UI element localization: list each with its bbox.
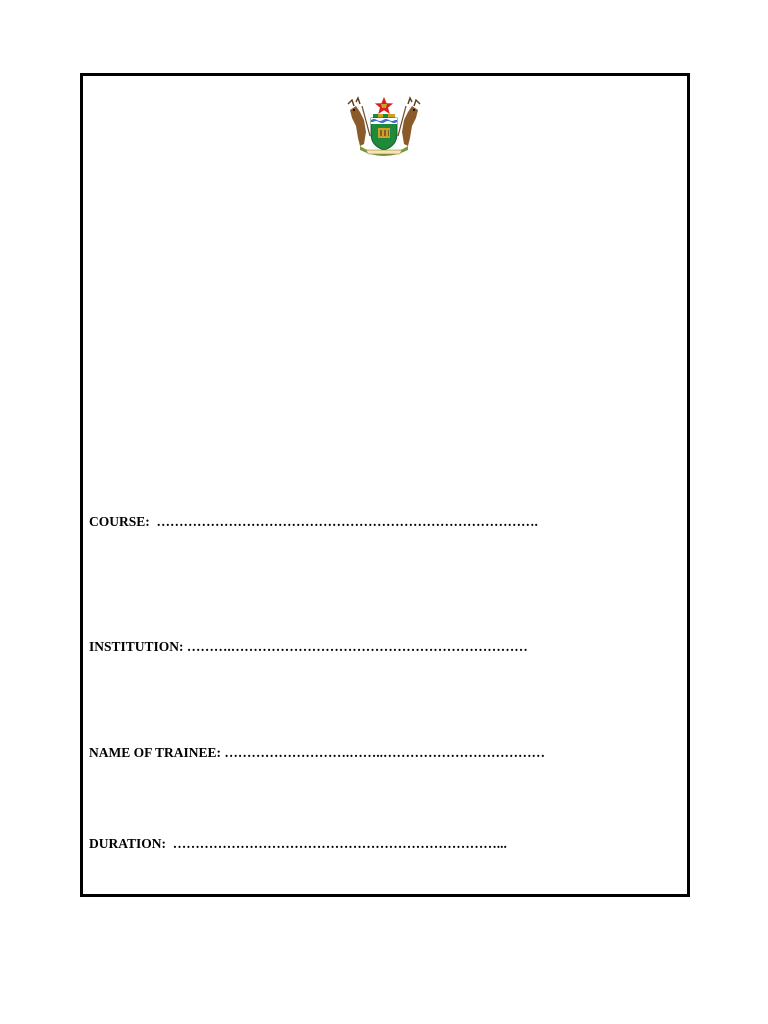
institution-dotted-line[interactable]: ……….………………………………………………………… xyxy=(183,639,528,654)
trainee-name-field xyxy=(89,745,545,761)
coat-of-arms-icon xyxy=(342,96,426,156)
trainee-name-dotted-line[interactable]: ……………………….……..……………………………… xyxy=(221,745,546,760)
duration-dotted-line[interactable]: ………………………………………………………………... xyxy=(166,836,507,851)
page-border xyxy=(80,73,690,897)
duration-field xyxy=(89,836,507,852)
course-dotted-line[interactable]: …………………………………………………………………………. xyxy=(149,514,538,529)
institution-label: INSTITUTION: xyxy=(89,639,184,654)
left-kudu-icon xyxy=(348,98,366,146)
right-kudu-icon xyxy=(402,98,420,146)
course-field xyxy=(89,514,538,530)
duration-label: DURATION: xyxy=(89,836,166,851)
trainee-name-label: NAME OF TRAINEE: xyxy=(89,745,222,760)
course-label: COURSE: xyxy=(89,514,150,529)
institution-field xyxy=(89,639,528,655)
